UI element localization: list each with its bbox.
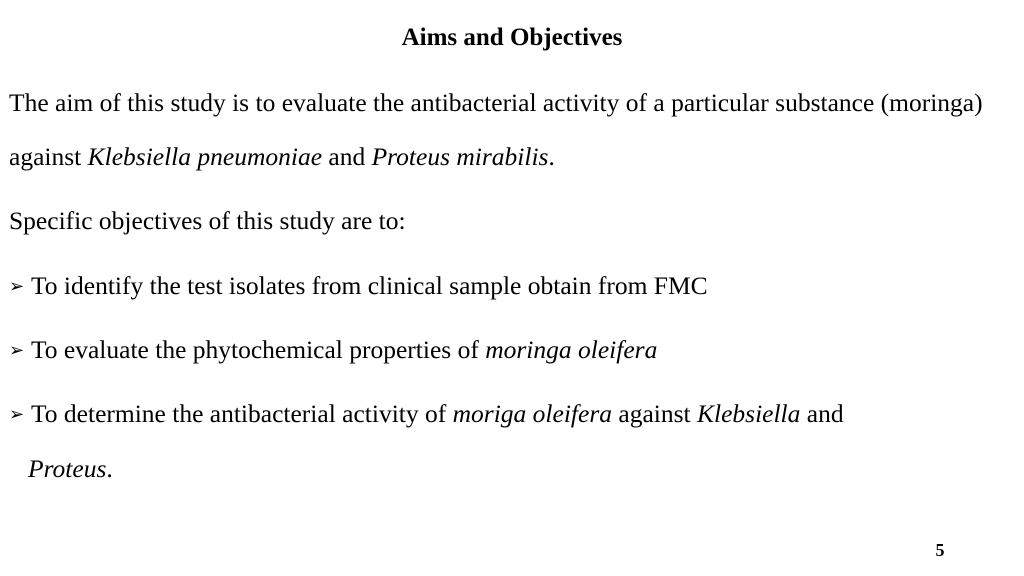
arrow-bullet-icon: ➢ <box>9 404 25 425</box>
objective-3-end: . <box>106 454 113 483</box>
objective-3-italic-proteus: Proteus <box>28 454 107 483</box>
aim-text-part3: . <box>548 142 555 171</box>
arrow-bullet-icon: ➢ <box>9 340 25 361</box>
page-number: 5 <box>935 540 945 560</box>
objective-3-mid: against <box>612 399 697 428</box>
objective-item-3 <box>9 387 1014 496</box>
aim-text-part1: The aim of this study is to evaluate the antibacterial activity of a particular substance (moringa) against <box>9 88 983 171</box>
aim-organism-klebsiella: Klebsiella pneumoniae <box>87 142 323 171</box>
objective-3-text: To determine the antibacterial activity of <box>31 399 453 428</box>
specific-objectives-intro: Specific objectives of this study are to: <box>9 206 406 235</box>
objective-3-after: and <box>800 399 844 428</box>
objective-3-continuation <box>9 442 1014 496</box>
objective-1-text: To identify the test isolates from clinical sample obtain from FMC <box>31 271 708 300</box>
objective-3-italic-klebsiella: Klebsiella <box>696 399 801 428</box>
slide-title: Aims and Objectives <box>401 24 623 51</box>
objective-item-1 <box>9 259 1014 314</box>
aim-text-part2: and <box>322 142 372 171</box>
objective-3-italic-moringa: moriga oleifera <box>452 399 612 428</box>
objective-2-text: To evaluate the phytochemical properties of <box>31 335 486 364</box>
objective-2-italic: moringa oleifera <box>485 335 658 364</box>
arrow-bullet-icon: ➢ <box>9 276 25 297</box>
aim-paragraph <box>9 76 1009 184</box>
objective-item-2 <box>9 323 1014 378</box>
aim-organism-proteus: Proteus mirabilis <box>371 142 549 171</box>
